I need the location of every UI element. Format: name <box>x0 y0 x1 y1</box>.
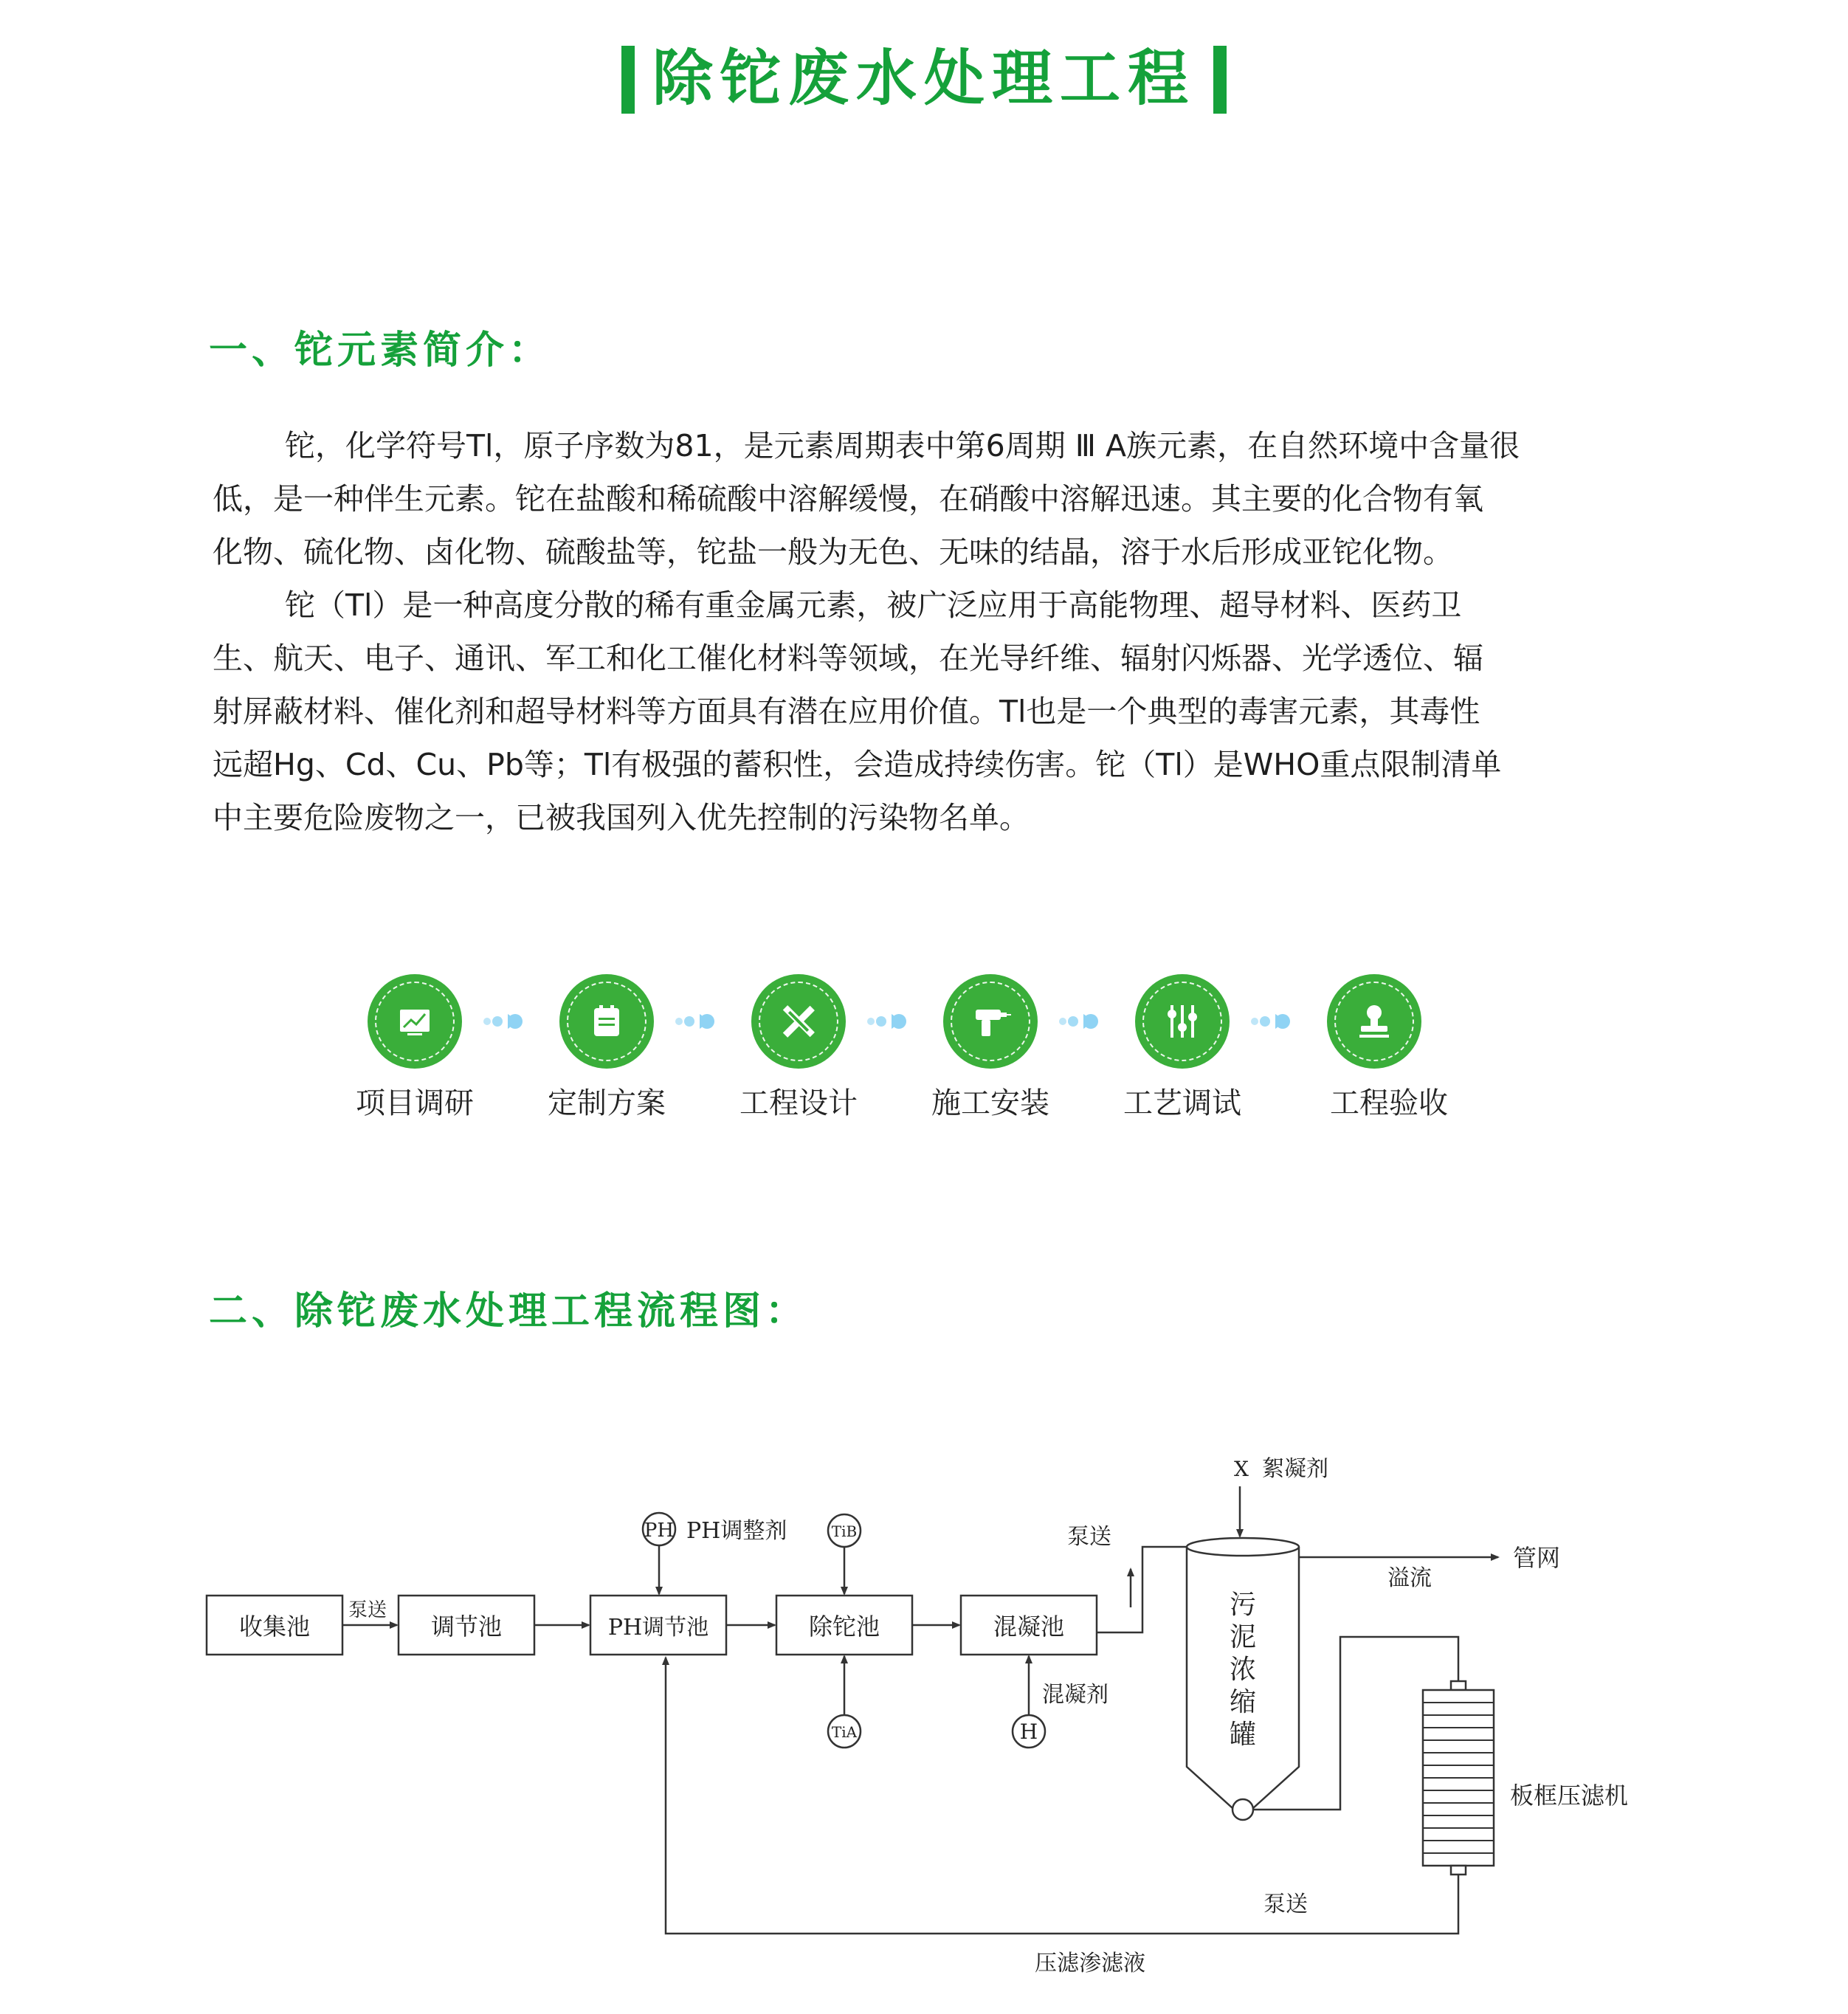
tib-label: TiB <box>831 1522 858 1540</box>
network-label: 管网 <box>1513 1544 1561 1572</box>
tia-label: TiA <box>831 1723 858 1741</box>
page-title: 除铊废水处理工程 <box>652 44 1196 114</box>
box-tl-pool-label: 除铊池 <box>808 1613 880 1641</box>
tank-char: 浓 <box>1229 1655 1257 1685</box>
step-label: 项目调研 <box>356 1086 474 1120</box>
tank-char: 污 <box>1229 1590 1257 1620</box>
tank-char: 罐 <box>1229 1720 1257 1750</box>
sludge-thickening-tank <box>1187 1538 1299 1820</box>
paragraph-line: 铊（Tl）是一种高度分散的稀有重金属元素，被广泛应用于高能物理、超导材料、医药卫 <box>285 587 1462 623</box>
step-label: 定制方案 <box>548 1086 666 1120</box>
tank-char: 泥 <box>1229 1622 1257 1652</box>
box-collect <box>207 1596 342 1655</box>
filter-press-label: 板框压滤机 <box>1510 1782 1629 1810</box>
pump-label-1: 泵送 <box>348 1599 387 1621</box>
paragraph-line: 化物、硫化物、卤化物、硫酸盐等，铊盐一般为无色、无味的结晶，溶于水后形成亚铊化物。 <box>213 534 1453 570</box>
paragraph-line: 射屏蔽材料、催化剂和超导材料等方面具有潜在应用价值。Tl也是一个典型的毒害元素，其毒性 <box>213 694 1480 729</box>
pump-label-3: 泵送 <box>1263 1891 1308 1917</box>
flow-to-tank <box>1097 1547 1188 1632</box>
step-label: 工程设计 <box>739 1086 858 1120</box>
overflow-label: 溢流 <box>1387 1565 1432 1591</box>
ph-agent-label: PH调整剂 <box>686 1518 787 1544</box>
tank-char: 缩 <box>1229 1687 1257 1717</box>
box-ph-pool-label: PH调节池 <box>607 1615 709 1641</box>
pump-label-2: 泵送 <box>1067 1524 1111 1550</box>
paragraph-line: 生、航天、电子、通讯、军工和化工催化材料等领域，在光导纤维、辐射闪烁器、光学透位、辐 <box>213 641 1483 676</box>
filter-press <box>1423 1681 1494 1875</box>
step-label: 工程验收 <box>1330 1086 1448 1120</box>
box-ph-pool <box>590 1596 726 1655</box>
x-label: X <box>1234 1457 1249 1481</box>
box-adjust <box>399 1596 534 1655</box>
box-coag-pool <box>961 1596 1097 1655</box>
section2-heading: 二、除铊废水处理工程流程图： <box>209 1289 809 1334</box>
ph-symbol-label: PH <box>644 1520 675 1542</box>
filtrate-label: 压滤渗滤液 <box>1035 1951 1145 1976</box>
section1-heading: 一、铊元素简介： <box>209 328 552 373</box>
step-label: 工艺调试 <box>1123 1086 1241 1120</box>
box-adjust-label: 调节池 <box>430 1613 503 1641</box>
h-symbol-label: H <box>1019 1720 1038 1744</box>
paragraph-line: 铊，化学符号Tl，原子序数为81，是元素周期表中第6周期 Ⅲ A族元素，在自然环境中含量很 <box>285 428 1520 463</box>
coag-agent-label: 混凝剂 <box>1042 1682 1109 1708</box>
paragraph-line: 中主要危险废物之一，已被我国列入优先控制的污染物名单。 <box>213 800 1030 835</box>
flocculant-label: 絮凝剂 <box>1262 1456 1328 1482</box>
paragraph-line: 低，是一种伴生元素。铊在盐酸和稀硫酸中溶解缓慢，在硝酸中溶解迅速。其主要的化合物有氧 <box>213 481 1483 517</box>
box-collect-label: 收集池 <box>238 1613 311 1641</box>
box-tl-pool <box>776 1596 912 1655</box>
box-coag-pool-label: 混凝池 <box>993 1613 1065 1641</box>
paragraph-line: 远超Hg、Cd、Cu、Pb等；Tl有极强的蓄积性，会造成持续伤害。铊（Tl）是WHO重点限制清单 <box>213 747 1502 782</box>
step-label: 施工安装 <box>931 1086 1049 1120</box>
